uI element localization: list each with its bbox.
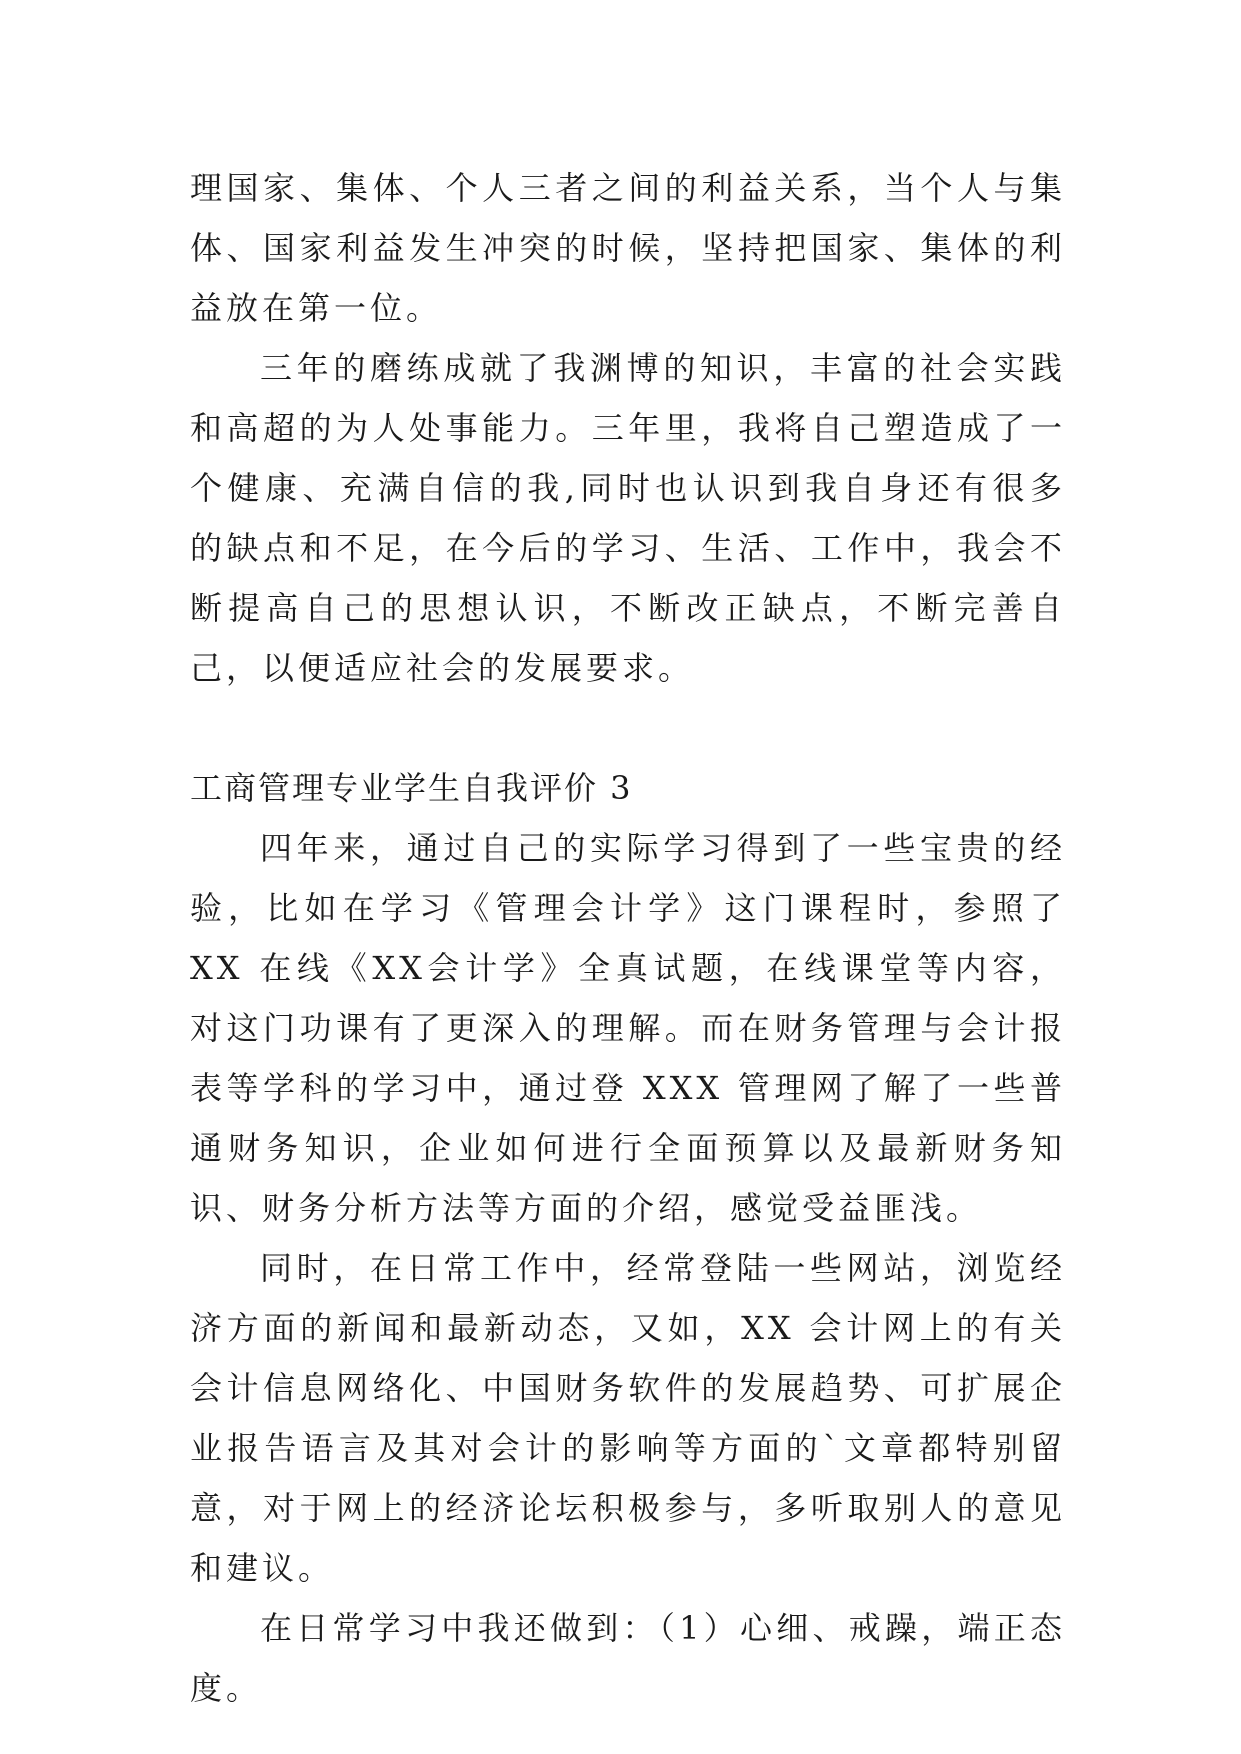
document-body (190, 158, 1066, 1718)
paragraph-daily-study: 在日常学习中我还做到：（1）心细、戒躁，端正态度。 (190, 1609, 1066, 1707)
paragraph-four-years: 四年来，通过自己的实际学习得到了一些宝贵的经验，比如在学习《管理会计学》这门课程时，参照了 XX 在线《XX会计学》全真试题，在线课堂等内容，对这门功课有了更深入的理解。而在财务管理与会计报表等学科的学习中，通过登 XXX 管理网了解了一些普通财务知识，企业如何进行全面预算以及最新财务知识、财务分析方法等方面的介绍，感觉受益匪浅。 (190, 829, 1066, 1227)
paragraph-three-years: 三年的磨练成就了我渊博的知识，丰富的社会实践和高超的为人处事能力。三年里，我将自己塑造成了一个健康、充满自信的我,同时也认识到我自身还有很多的缺点和不足，在今后的学习、生活、工作中，我会不断提高自己的思想认识，不断改正缺点，不断完善自己，以便适应社会的发展要求。 (190, 349, 1066, 687)
section-heading: 工商管理专业学生自我评价 3 (190, 769, 633, 807)
section-spacer (190, 698, 1066, 758)
paragraph-continued: 理国家、集体、个人三者之间的利益关系，当个人与集体、国家利益发生冲突的时候，坚持把国家、集体的利益放在第一位。 (190, 169, 1066, 327)
paragraph-daily-work: 同时，在日常工作中，经常登陆一些网站，浏览经济方面的新闻和最新动态，又如，XX 会计网上的有关会计信息网络化、中国财务软件的发展趋势、可扩展企业报告语言及其对会计的影响等方面的`文章都特别留意，对于网上的经济论坛积极参与，多听取别人的意见和建议。 (190, 1249, 1066, 1587)
